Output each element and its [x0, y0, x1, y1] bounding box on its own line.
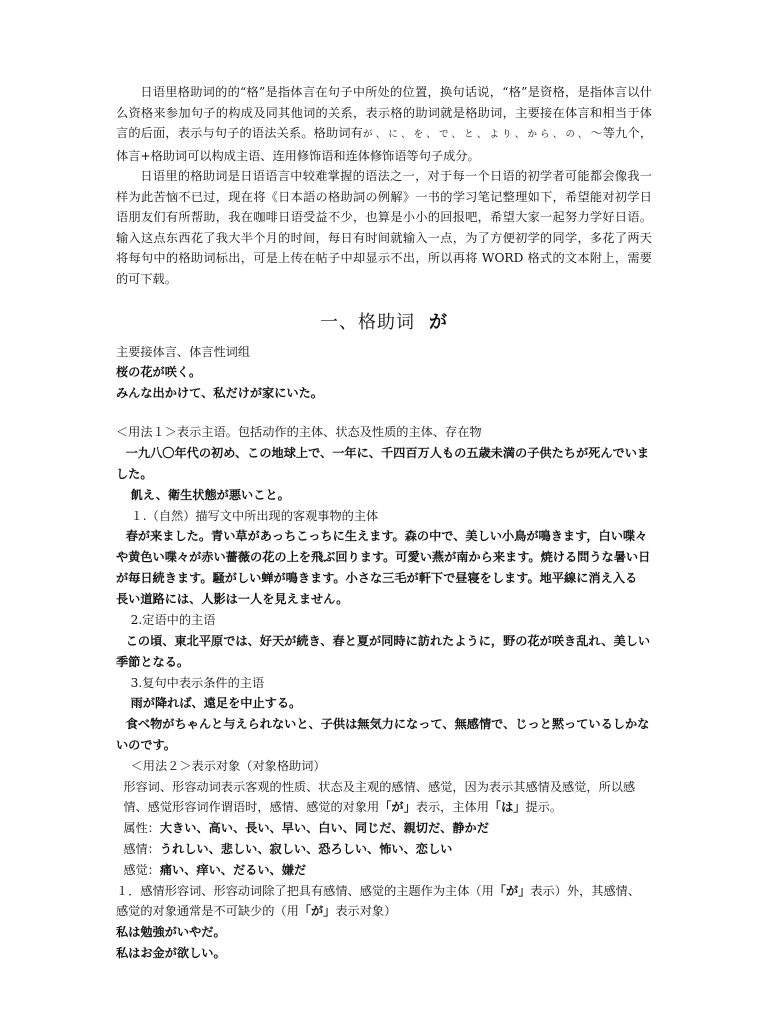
- particle-ga: 「が」: [493, 883, 531, 898]
- example-sentence: 一九八〇年代の初め、この地球上で、一年に、千四百万人もの五歳未満の子供たちが死んでいました。: [116, 445, 650, 481]
- category-label: 属性：: [123, 820, 160, 835]
- intro-paragraph-2: 日语里的格助词是日语语言中较难掌握的语法之一，对于每一个日语的初学者可能都会像我一样为此苦恼不已过，现在将《日本語の格助詞の例解》一书的学习笔记整理如下，希望能对初学日语朋友们有所帮助，我在咖啡日语受益不少，也算是小小的回报吧，希望大家一起努力学好日语。输入这点东西花了我大半个月的时间，每日有时间就输入一点，为了方便初学的同学，多花了两天将每句中的格助词标出，可是上传在帖子中却显示不出，所以再将 WORD 格式的文本附上，需要的可下载。: [116, 169, 652, 286]
- word-list-sensation: [116, 860, 652, 881]
- desc-text: 表示）外，其感情、感觉的对象通常是不可缺少的（用: [116, 883, 641, 918]
- particle-list: が、に、を、で、と、より、: [363, 129, 528, 140]
- example-sentence: 飢え、衛生状態が悪いこと。: [130, 487, 290, 502]
- intro-section: [116, 82, 652, 289]
- desc-text: １．感情形容词、形容动词除了把具有感情、感觉的主题作为主体（用: [116, 883, 494, 898]
- category-label: 感觉：: [123, 862, 160, 877]
- desc-text: 表示对象）: [335, 904, 397, 918]
- desc-text: 形容词、形容动词表示客观的性质、状态及主观的感情、感觉，因为表示其感情及感觉，所以感情、感觉形容词作谓语时，感情、感觉的对象用: [123, 779, 636, 814]
- sub-heading: １.（自然）描写文中所出现的客观事物的主体: [130, 508, 379, 523]
- intro-text: 日语里格助词的的“格”是指体言在句子中所处的位置，换句话说，“格”是资格，是指体言以什么资格来参加句子的构成及同其他词的关系，表示格的助词就是格助词，主要接在体言和相当于体言的后面，表示与句子的语法关系。格助词有: [116, 85, 652, 140]
- word-list: うれしい、悲しい、寂しい、恐ろしい、怖い、恋しい: [159, 841, 453, 856]
- particle-ga: 「が」: [298, 904, 336, 918]
- example-sentence: 食べ物がちゃんと与えられないと、子供は無気力になって、無感情で、じっと黙っているしかないのです。: [116, 717, 650, 752]
- example-paragraph: 春が来ました。青い草があっちこっちに生えます。森の中で、美しい小鳥が鳴きます，白い喋々や黄色い喋々が赤い薔薇の花の上を飛ぶ回ります。可愛い燕が南から来ます。焼ける問うな暑い日が毎日続きます。騒がしい蝉が鳴きます。小さな三毛が軒下で昼寝をします。地平線に消え入る 長い道路には、人影は一人を見えません。: [116, 529, 651, 606]
- word-list: 痛い、痒い、だるい、嫌だ: [159, 862, 307, 877]
- usage-heading: ＜用法１＞表示主语。包括动作的主体、状态及性质的主体、存在物: [116, 425, 482, 439]
- sub-heading: [116, 881, 652, 922]
- example-sentence: 雨が降れば、遠足を中止する。: [130, 696, 302, 710]
- example-sentence: 私はお金が欲しい。: [116, 945, 226, 960]
- word-list-emotion: [116, 839, 652, 860]
- example-sentence: 私は勉強がいやだ。: [116, 924, 226, 939]
- spacer: [116, 404, 652, 422]
- particle-ga: 「が」: [379, 800, 416, 814]
- heading-particle: が: [429, 312, 448, 333]
- document-content: [116, 82, 652, 964]
- usage-description: [116, 777, 652, 818]
- word-list: 大きい、高い、長い、早い、白い、同じだ、親切だ、静かだ: [159, 820, 489, 835]
- example-sentence: みんな出かけて、私だけが家にいた。: [116, 386, 323, 400]
- sub-heading: 3.复句中表示条件的主语: [130, 675, 265, 690]
- desc-text: 表示，主体用: [415, 800, 489, 814]
- category-label: 感情：: [123, 841, 160, 856]
- connects-note: 主要接体言、体言性词组: [116, 344, 251, 359]
- example-sentence: 桜の花が咲く。: [116, 365, 202, 379]
- word-list-attribute: [116, 818, 652, 839]
- sub-heading: 2.定语中的主语: [130, 613, 216, 627]
- particle-wa: 「は」: [488, 800, 526, 814]
- heading-text: 一、格助词: [320, 312, 415, 333]
- usage-heading: ＜用法２＞表示对象（对象格助词）: [130, 759, 326, 773]
- section-heading: [116, 313, 652, 334]
- intro-text: ～等九个，体言+格助词可以构成主语、连用修饰语和连体修饰语等句子成分。: [116, 126, 653, 163]
- intro-paragraph-1: [116, 82, 652, 166]
- particle-list: から、の、: [527, 129, 591, 140]
- desc-text: 提示。: [525, 800, 563, 814]
- example-sentence: この頃、東北平原では、好天が続き、春と夏が同時に訪れたように，野の花が咲き乱れ、美しい季節となる。: [116, 633, 651, 669]
